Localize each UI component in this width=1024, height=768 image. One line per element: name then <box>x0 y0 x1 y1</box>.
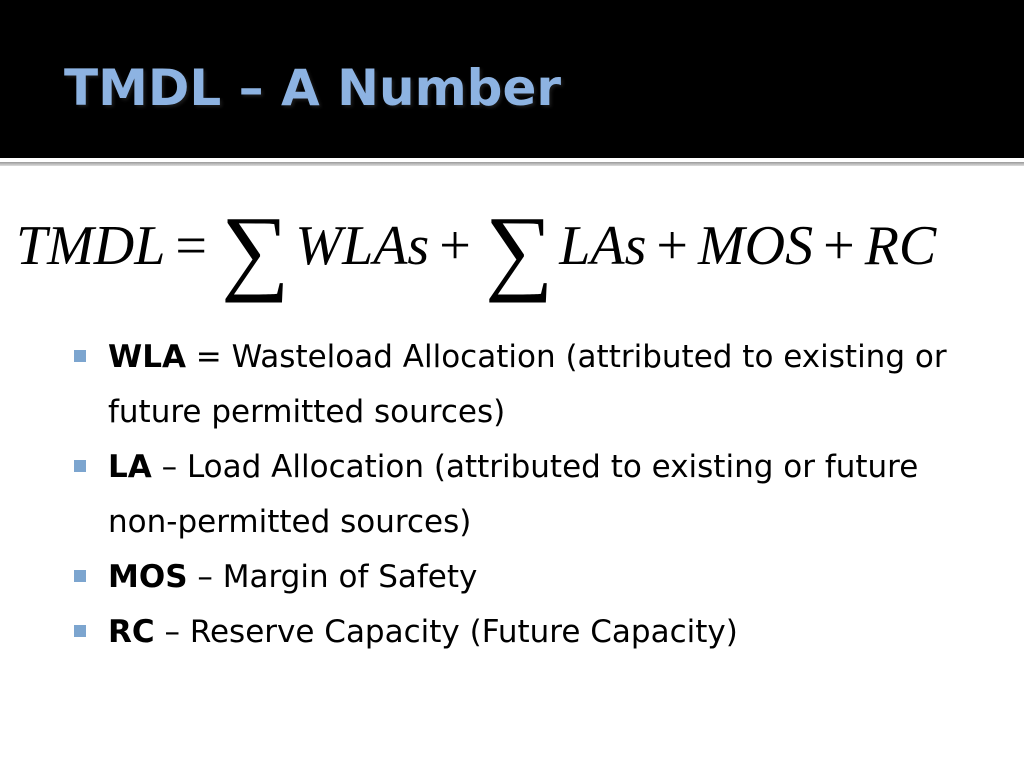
bullet-text: – Margin of Safety <box>187 559 478 595</box>
bullet-term: WLA <box>108 339 186 375</box>
formula-lhs: TMDL <box>16 215 166 277</box>
list-item <box>72 330 992 440</box>
bullet-square-icon <box>74 350 86 362</box>
definition-list <box>72 330 992 660</box>
bullet-text: – Reserve Capacity (Future Capacity) <box>154 614 738 650</box>
formula-term-rc: RC <box>864 215 937 277</box>
formula-term-wlas: WLAs <box>295 215 430 277</box>
formula-term-las: LAs <box>559 215 647 277</box>
formula-equals: = <box>175 215 207 277</box>
formula-plus: + <box>656 215 688 277</box>
list-item <box>72 550 992 605</box>
tmdl-formula <box>16 196 1006 303</box>
summation-icon: ∑ <box>484 196 554 303</box>
bullet-term: LA <box>108 449 152 485</box>
title-bar <box>0 0 1024 158</box>
list-item <box>72 605 992 660</box>
bullet-square-icon <box>74 625 86 637</box>
header-divider <box>0 162 1024 166</box>
bullet-square-icon <box>74 460 86 472</box>
bullet-term: RC <box>108 614 155 650</box>
bullet-text: – Load Allocation (attributed to existing or future non-permitted sources) <box>108 449 919 540</box>
summation-icon: ∑ <box>220 196 290 303</box>
formula-term-mos: MOS <box>698 215 814 277</box>
list-item <box>72 440 992 550</box>
slide-title: TMDL – A Number <box>64 59 562 117</box>
formula-plus: + <box>823 215 855 277</box>
formula-plus: + <box>439 215 471 277</box>
bullet-square-icon <box>74 570 86 582</box>
bullet-text: = Wasteload Allocation (attributed to existing or future permitted sources) <box>108 339 947 430</box>
bullet-term: MOS <box>108 559 188 595</box>
